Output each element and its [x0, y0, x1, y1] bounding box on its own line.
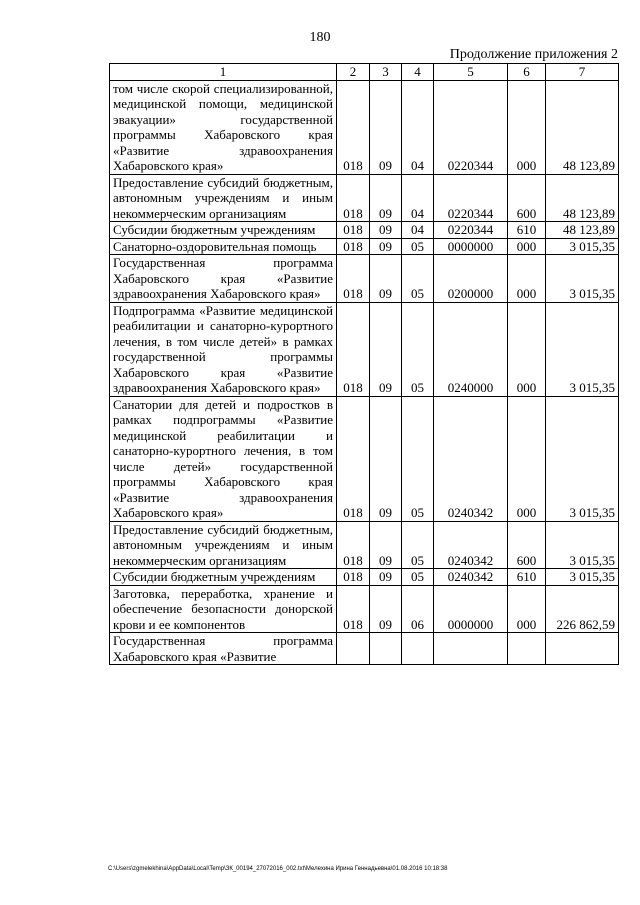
header-cell: 4 [402, 64, 434, 81]
cell-amount: 3 015,35 [546, 521, 619, 569]
cell-subsection: 04 [402, 174, 434, 222]
cell-expense-type: 000 [508, 238, 546, 255]
file-path-footer: C:\Users\zgmelekhina\AppData\Local\Temp\ЗК_00194_27072016_002.txt\Мелехина Ирина Геннадьевна\01.08.2016 10:18:38 [108, 866, 448, 872]
cell-ministry: 018 [337, 396, 370, 521]
row-description: том числе скорой специализированной, медицинской помощи, медицинской эвакуации» государственной программы Хабаровского края «Развитие здравоохранения Хабаровского края» [110, 80, 337, 174]
row-description: Предоставление субсидий бюджетным, автономным учреждениям и иным некоммерческим организациям [110, 521, 337, 569]
table-row [110, 302, 619, 396]
cell-ministry: 018 [337, 80, 370, 174]
cell-target-article: 0240342 [434, 521, 508, 569]
cell-ministry: 018 [337, 569, 370, 586]
header-cell: 1 [110, 64, 337, 81]
cell-expense-type: 610 [508, 222, 546, 239]
cell-expense-type: 000 [508, 585, 546, 633]
cell-section: 09 [370, 569, 402, 586]
cell-amount: 3 015,35 [546, 396, 619, 521]
cell-amount: 226 862,59 [546, 585, 619, 633]
cell-subsection: 06 [402, 585, 434, 633]
cell-amount [546, 633, 619, 665]
row-description: Санатории для детей и подростков в рамках подпрограммы «Развитие медицинской реабилитации и санаторно-курортного лечения, в том числе детей» государственной программы Хабаровского края «Развитие здравоохранения Хабаровского края» [110, 396, 337, 521]
table-header-row [110, 64, 619, 81]
cell-target-article: 0000000 [434, 238, 508, 255]
cell-subsection: 05 [402, 521, 434, 569]
cell-section [370, 633, 402, 665]
cell-subsection: 04 [402, 80, 434, 174]
table-row [110, 80, 619, 174]
row-description: Субсидии бюджетным учреждениям [110, 222, 337, 239]
cell-section: 09 [370, 222, 402, 239]
cell-section: 09 [370, 174, 402, 222]
table-row [110, 222, 619, 239]
cell-expense-type: 000 [508, 80, 546, 174]
row-description: Заготовка, переработка, хранение и обеспечение безопасности донорской крови и ее компонентов [110, 585, 337, 633]
row-description: Государственная программа Хабаровского края «Развитие здравоохранения Хабаровского края» [110, 255, 337, 303]
cell-subsection: 05 [402, 302, 434, 396]
cell-target-article: 0240342 [434, 569, 508, 586]
cell-expense-type: 600 [508, 521, 546, 569]
cell-amount: 3 015,35 [546, 302, 619, 396]
cell-ministry: 018 [337, 222, 370, 239]
row-description: Субсидии бюджетным учреждениям [110, 569, 337, 586]
cell-section: 09 [370, 255, 402, 303]
cell-target-article: 0220344 [434, 174, 508, 222]
table-row [110, 255, 619, 303]
cell-amount: 48 123,89 [546, 222, 619, 239]
table-row [110, 521, 619, 569]
continuation-label: Продолжение приложения 2 [449, 47, 618, 62]
cell-subsection: 05 [402, 396, 434, 521]
cell-amount: 48 123,89 [546, 174, 619, 222]
cell-amount: 48 123,89 [546, 80, 619, 174]
cell-expense-type: 610 [508, 569, 546, 586]
cell-section: 09 [370, 585, 402, 633]
cell-amount: 3 015,35 [546, 255, 619, 303]
cell-amount: 3 015,35 [546, 238, 619, 255]
cell-subsection [402, 633, 434, 665]
cell-target-article [434, 633, 508, 665]
table-body [110, 80, 619, 665]
budget-table [109, 63, 619, 665]
row-description: Подпрограмма «Развитие медицинской реабилитации и санаторно-курортного лечения, в том числе детей» в рамках государственной программы Хабаровского края «Развитие здравоохранения Хабаровского края» [110, 302, 337, 396]
cell-subsection: 04 [402, 222, 434, 239]
row-description: Государственная программа Хабаровского края «Развитие [110, 633, 337, 665]
cell-target-article: 0240000 [434, 302, 508, 396]
cell-expense-type: 000 [508, 255, 546, 303]
header-cell: 3 [370, 64, 402, 81]
cell-ministry [337, 633, 370, 665]
header-cell: 7 [546, 64, 619, 81]
row-description: Санаторно-оздоровительная помощь [110, 238, 337, 255]
header-cell: 6 [508, 64, 546, 81]
cell-expense-type: 600 [508, 174, 546, 222]
cell-amount: 3 015,35 [546, 569, 619, 586]
cell-subsection: 05 [402, 255, 434, 303]
cell-target-article: 0240342 [434, 396, 508, 521]
cell-section: 09 [370, 80, 402, 174]
table-row [110, 174, 619, 222]
table-row [110, 633, 619, 665]
cell-ministry: 018 [337, 255, 370, 303]
header-cell: 2 [337, 64, 370, 81]
table-row [110, 585, 619, 633]
cell-expense-type [508, 633, 546, 665]
cell-subsection: 05 [402, 569, 434, 586]
cell-section: 09 [370, 238, 402, 255]
cell-target-article: 0220344 [434, 222, 508, 239]
cell-subsection: 05 [402, 238, 434, 255]
cell-section: 09 [370, 396, 402, 521]
header-cell: 5 [434, 64, 508, 81]
cell-section: 09 [370, 521, 402, 569]
cell-expense-type: 000 [508, 396, 546, 521]
cell-target-article: 0200000 [434, 255, 508, 303]
cell-ministry: 018 [337, 302, 370, 396]
cell-target-article: 0000000 [434, 585, 508, 633]
row-description: Предоставление субсидий бюджетным, автономным учреждениям и иным некоммерческим организациям [110, 174, 337, 222]
table-row [110, 238, 619, 255]
cell-section: 09 [370, 302, 402, 396]
page-number: 180 [309, 30, 331, 45]
table-row [110, 569, 619, 586]
cell-ministry: 018 [337, 521, 370, 569]
cell-ministry: 018 [337, 238, 370, 255]
cell-target-article: 0220344 [434, 80, 508, 174]
cell-expense-type: 000 [508, 302, 546, 396]
table-row [110, 396, 619, 521]
cell-ministry: 018 [337, 174, 370, 222]
cell-ministry: 018 [337, 585, 370, 633]
